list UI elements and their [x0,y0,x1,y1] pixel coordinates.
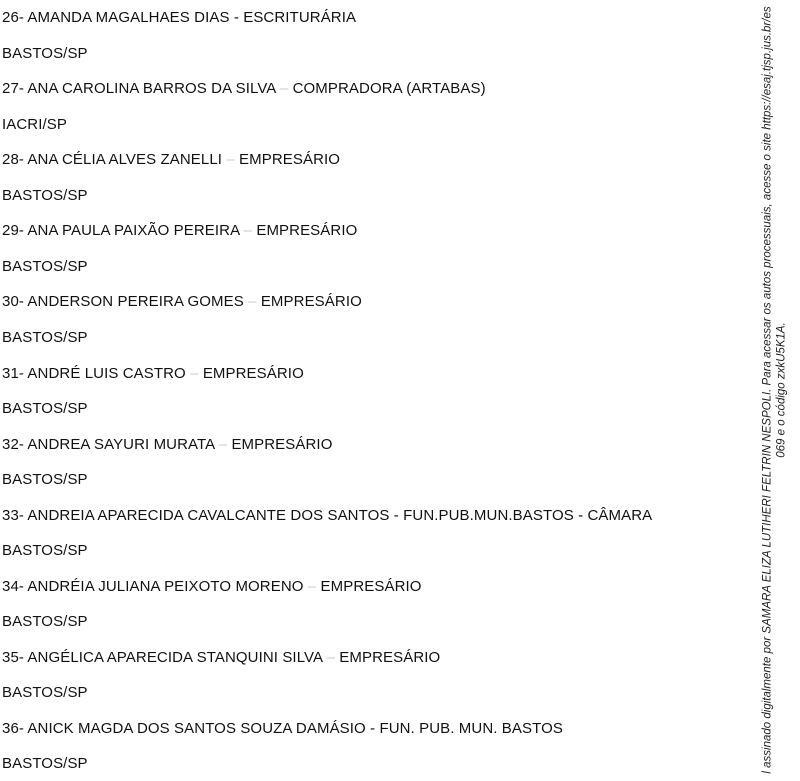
entry-role: EMPRESÁRIO [239,151,341,168]
entry-name: 33- ANDREIA APARECIDA CAVALCANTE DOS SANTOS [2,507,390,524]
entry-separator: - [365,720,380,737]
entry-name: 27- ANA CAROLINA BARROS DA SILVA [2,80,276,97]
entry-separator: - [229,9,244,26]
entry-role: EMPRESÁRIO [202,365,304,382]
entry-city: BASTOS/SP [2,542,88,559]
signature-note-line-2: 069 e o código zxkU5K1A. [775,322,788,458]
entry-city: IACRI/SP [2,116,67,133]
entry-city: BASTOS/SP [2,613,88,630]
entry-city: BASTOS/SP [2,684,88,701]
entry-name-line [2,365,304,383]
entry-separator: – [214,436,232,453]
entry-role: FUN. PUB. MUN. BASTOS [379,720,563,737]
entry-name: 30- ANDERSON PEREIRA GOMES [2,293,244,310]
entry-separator: – [303,578,321,595]
entry-name-line [2,80,486,98]
entry-name-line [2,293,362,311]
entry-name: 34- ANDRÉIA JULIANA PEIXOTO MORENO [2,578,304,595]
entry-city: BASTOS/SP [2,187,88,204]
entry-name: 29- ANA PAULA PAIXÃO PEREIRA [2,222,240,239]
entry-role: FUN.PUB.MUN.BASTOS - CÂMARA [403,507,653,524]
entry-role: EMPRESÁRIO [339,649,441,666]
entry-name-line [2,151,340,169]
entry-role: COMPRADORA (ARTABAS) [292,80,486,97]
entry-name: 26- AMANDA MAGALHAES DIAS [2,9,230,26]
entry-name-line [2,507,652,525]
entry-name: 36- ANICK MAGDA DOS SANTOS SOUZA DAMÁSIO [2,720,366,737]
entry-city: BASTOS/SP [2,258,88,275]
entry-name: 35- ANGÉLICA APARECIDA STANQUINI SILVA [2,649,323,666]
entry-name-line [2,578,422,596]
entry-separator: – [222,151,240,168]
entry-separator: – [243,293,261,310]
entry-separator: – [275,80,293,97]
entry-name: 31- ANDRÉ LUIS CASTRO [2,365,186,382]
entry-city: BASTOS/SP [2,45,88,62]
entry-city: BASTOS/SP [2,471,88,488]
entry-role: EMPRESÁRIO [256,222,358,239]
entry-separator: - [389,507,404,524]
entry-name-line [2,222,357,240]
signature-note-line-1: l assinado digitalmente por SAMARA ELIZA LUTIHERI FELTRIN NESPOLI. Para acessar os autos processuais, acesse o site https://esaj.tjsp.jus.br/es [761,6,774,774]
entry-city: BASTOS/SP [2,329,88,346]
entry-name-line [2,720,563,738]
entry-role: ESCRITURÁRIA [243,9,357,26]
entry-name: 28- ANA CÉLIA ALVES ZANELLI [2,151,223,168]
entry-city: BASTOS/SP [2,400,88,417]
entry-separator: – [239,222,257,239]
entry-role: EMPRESÁRIO [320,578,422,595]
entry-name-line [2,9,356,27]
entry-name-line [2,649,440,667]
entry-name-line [2,436,332,454]
entry-role: EMPRESÁRIO [260,293,362,310]
entry-separator: – [322,649,340,666]
entry-separator: – [185,365,203,382]
entry-city: BASTOS/SP [2,755,88,772]
entry-name: 32- ANDREA SAYURI MURATA [2,436,215,453]
entry-role: EMPRESÁRIO [231,436,333,453]
